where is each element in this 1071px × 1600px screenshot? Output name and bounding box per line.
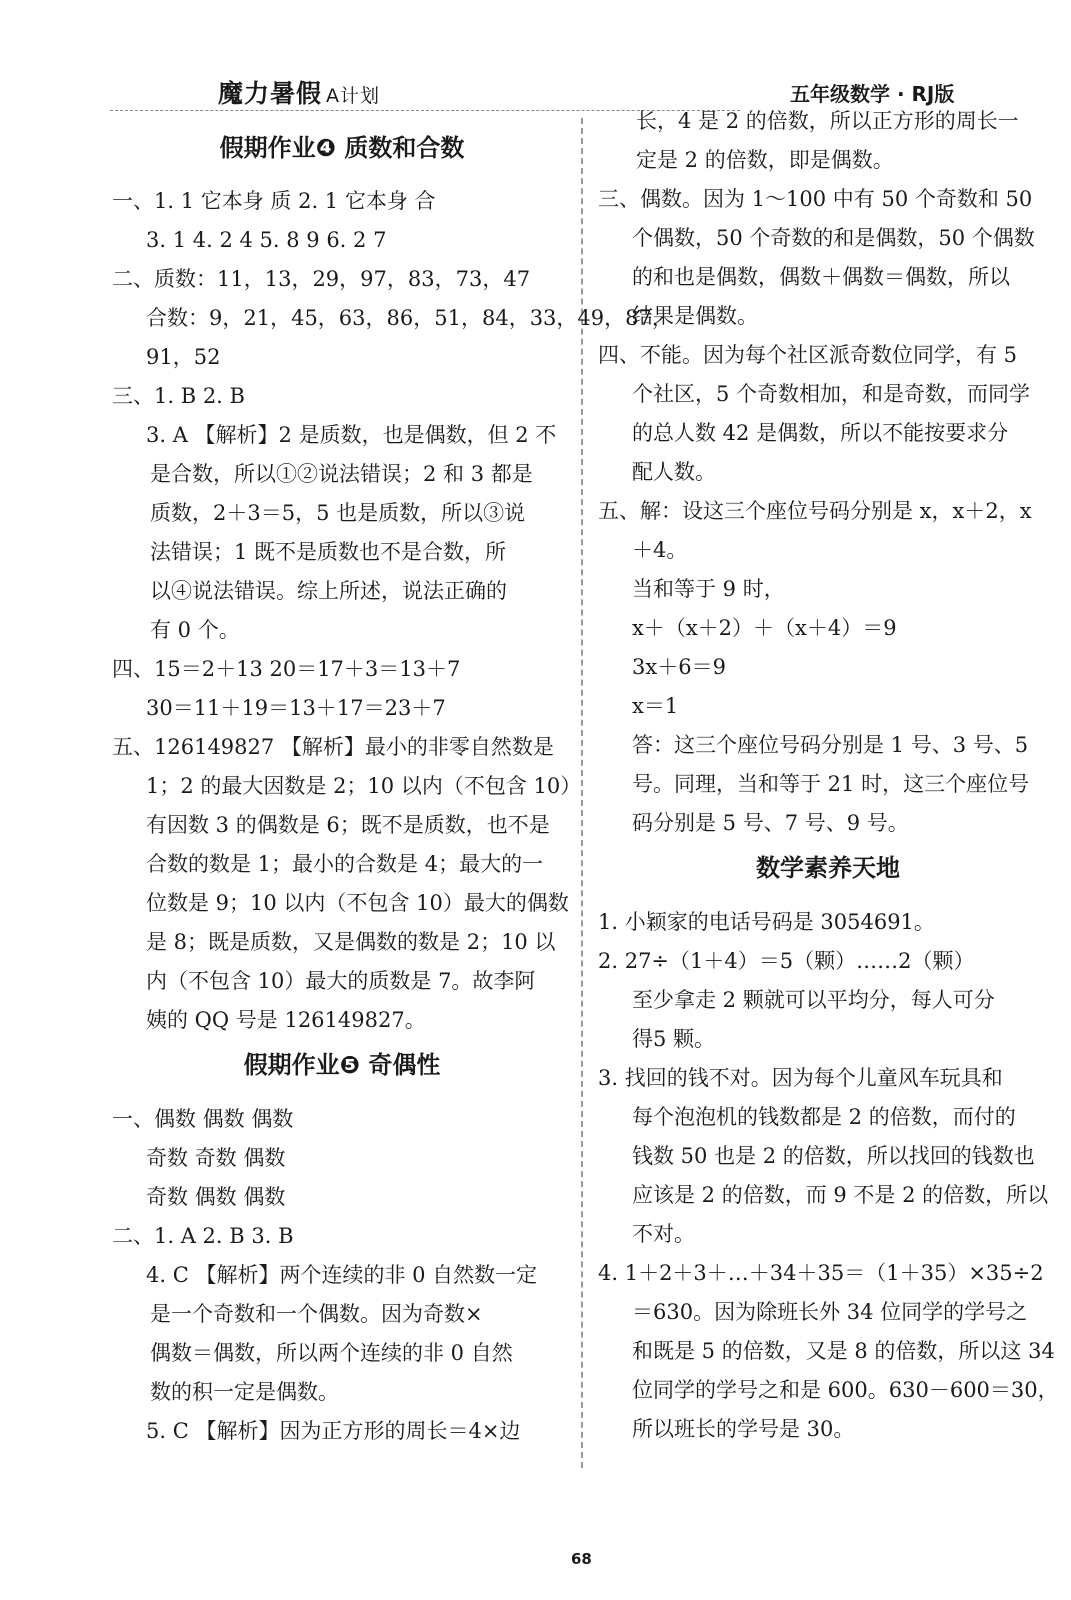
answer-line: 2. 27÷（1＋4）＝5（颗）……2（颗） <box>598 949 975 973</box>
answer-line: 姨的 QQ 号是 126149827。 <box>146 1008 426 1032</box>
answer-line: 3. A 【解析】2 是质数，也是偶数，但 2 不 <box>146 423 557 447</box>
answer-line: 钱数 50 也是 2 的倍数，所以找回的钱数也 <box>632 1144 1035 1168</box>
answer-line: 以④说法错误。综上所述，说法正确的 <box>150 579 507 603</box>
answer-line: 3. 找回的钱不对。因为每个儿童风车玩具和 <box>598 1066 1003 1090</box>
answer-line: x＝1 <box>632 694 679 718</box>
answer-line: x＋（x＋2）＋（x＋4）＝9 <box>632 616 897 640</box>
book-brand <box>218 74 380 110</box>
answer-line: 五、126149827 【解析】最小的非零自然数是 <box>112 735 554 759</box>
brand-title: 魔力暑假 <box>218 79 323 108</box>
answer-line: 当和等于 9 时， <box>632 577 785 601</box>
answer-line: 三、1. B 2. B <box>112 384 245 408</box>
answer-line: 4. 1＋2＋3＋…＋34＋35＝（1＋35）×35÷2 <box>598 1261 1044 1285</box>
answer-line: 和既是 5 的倍数，又是 8 的倍数，所以这 34 <box>632 1339 1055 1363</box>
answer-line: 数的积一定是偶数。 <box>150 1380 339 1404</box>
answer-line: 不对。 <box>632 1222 695 1246</box>
answer-line: 位同学的学号之和是 600。630－600＝30， <box>632 1378 1059 1402</box>
answer-line: 合数的数是 1；最小的合数是 4；最大的一 <box>146 852 544 876</box>
answer-line: 4. C 【解析】两个连续的非 0 自然数一定 <box>146 1263 538 1287</box>
answer-line: 码分别是 5 号、7 号、9 号。 <box>632 811 909 835</box>
answer-line: 结果是偶数。 <box>632 304 758 328</box>
answer-line: 一、偶数 偶数 偶数 <box>112 1107 294 1131</box>
answer-line: 合数：9，21，45，63，86，51，84，33，49，87， <box>146 306 673 330</box>
section-title: 假期作业❺ 奇偶性 <box>243 1051 441 1079</box>
answer-line: 的总人数 42 是偶数，所以不能按要求分 <box>632 421 1009 445</box>
answer-line: 所以班长的学号是 30。 <box>632 1417 855 1441</box>
answer-line: ＋4。 <box>632 538 688 562</box>
answer-line: 三、偶数。因为 1～100 中有 50 个奇数和 50 <box>598 187 1033 211</box>
answer-line: 偶数＝偶数，所以两个连续的非 0 自然 <box>150 1341 513 1365</box>
answer-line: 应该是 2 的倍数，而 9 不是 2 的倍数，所以 <box>632 1183 1049 1207</box>
answer-line: 答：这三个座位号码分别是 1 号、3 号、5 <box>632 733 1029 757</box>
answer-line: 位数是 9；10 以内（不包含 10）最大的偶数 <box>146 891 569 915</box>
answer-line: 二、质数：11，13，29，97，83，73，47 <box>112 267 531 291</box>
right-column <box>598 102 1058 1449</box>
answer-line: 长，4 是 2 的倍数，所以正方形的周长一 <box>636 109 1019 133</box>
answer-line: 一、1. 1 它本身 质 2. 1 它本身 合 <box>112 189 436 213</box>
page-number: 68 <box>571 1550 592 1568</box>
answer-line: 奇数 奇数 偶数 <box>146 1146 286 1170</box>
section-title: 数学素养天地 <box>756 854 900 882</box>
answer-line: 二、1. A 2. B 3. B <box>112 1224 294 1248</box>
answer-line: 号。同理，当和等于 21 时，这三个座位号 <box>632 772 1030 796</box>
answer-line: 是合数，所以①②说法错误；2 和 3 都是 <box>150 462 533 486</box>
answer-line: 5. C 【解析】因为正方形的周长＝4×边 <box>146 1419 521 1443</box>
answer-line: 配人数。 <box>632 460 716 484</box>
answer-line: 五、解：设这三个座位号码分别是 x，x＋2，x <box>598 499 1032 523</box>
answer-line: 3. 1 4. 2 4 5. 8 9 6. 2 7 <box>146 228 387 252</box>
answer-line: 是 8；既是质数，又是偶数的数是 2；10 以 <box>146 930 556 954</box>
section-title: 假期作业❹ 质数和合数 <box>219 134 465 162</box>
brand-subtitle: A计划 <box>326 85 381 107</box>
answer-line: 的和也是偶数，偶数＋偶数＝偶数，所以 <box>632 265 1010 289</box>
answer-line: 是一个奇数和一个偶数。因为奇数× <box>150 1302 483 1326</box>
answer-line: 内（不包含 10）最大的质数是 7。故李阿 <box>146 969 536 993</box>
edition-label: 五年级数学 · RJ版 <box>790 82 955 106</box>
answer-line: 质数，2＋3＝5，5 也是质数，所以③说 <box>150 501 526 525</box>
answer-line: 至少拿走 2 颗就可以平均分，每人可分 <box>632 988 995 1012</box>
answer-line: 法错误；1 既不是质数也不是合数，所 <box>150 540 507 564</box>
answer-line: 个社区，5 个奇数相加，和是奇数，而同学 <box>632 382 1031 406</box>
answer-line: 30＝11＋19＝13＋17＝23＋7 <box>146 696 446 720</box>
answer-line: 每个泡泡机的钱数都是 2 的倍数，而付的 <box>632 1105 1016 1129</box>
answer-line: 四、不能。因为每个社区派奇数位同学，有 5 <box>598 343 1018 367</box>
answer-line: ＝630。因为除班长外 34 位同学的学号之 <box>632 1300 1028 1324</box>
answer-line: 个偶数，50 个奇数的和是偶数，50 个偶数 <box>632 226 1035 250</box>
answer-line: 有因数 3 的偶数是 6；既不是质数，也不是 <box>146 813 550 837</box>
answer-line: 定是 2 的倍数，即是偶数。 <box>636 148 894 172</box>
answer-line: 奇数 偶数 偶数 <box>146 1185 286 1209</box>
answer-line: 得5 颗。 <box>632 1027 716 1051</box>
answer-line: 1. 小颖家的电话号码是 3054691。 <box>598 910 935 934</box>
answer-line: 四、15＝2＋13 20＝17＋3＝13＋7 <box>112 657 461 681</box>
answer-line: 1；2 的最大因数是 2；10 以内（不包含 10） <box>146 774 582 798</box>
answer-line: 91，52 <box>146 345 221 369</box>
answer-line: 有 0 个。 <box>150 618 240 642</box>
answer-line: 3x＋6＝9 <box>632 655 726 679</box>
